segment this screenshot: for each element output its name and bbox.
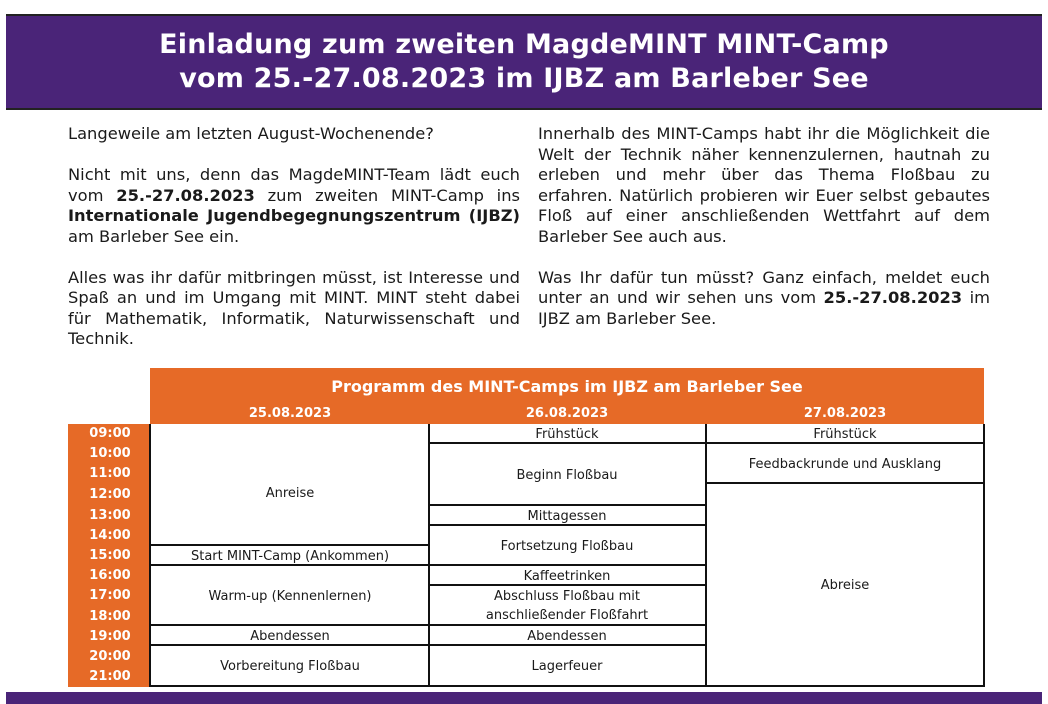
title-line-1: Einladung zum zweiten MagdeMINT MINT-Camp [159, 29, 889, 60]
time-label: 17:00 [89, 588, 131, 603]
time-label: 15:00 [89, 548, 131, 563]
day-header-1: 25.08.2023 [248, 406, 332, 421]
intro-invitation: Nicht mit uns, denn das MagdeMINT-Team lädt euch vom 25.-27.08.2023 zum zweiten MINT-Camp ins Internationale Jugendbegegnungszentrum (IJBZ) am Barleber See ein. [68, 165, 520, 246]
day2-coffee: Kaffeetrinken [523, 569, 611, 584]
day3-feedback: Feedbackrunde und Ausklang [748, 457, 942, 472]
day2-raft-continue: Fortsetzung Floßbau [500, 539, 634, 554]
day3-breakfast: Frühstück [813, 427, 877, 442]
intro-registration: Was Ihr dafür tun müsst? Ganz einfach, meldet euch unter an und wir sehen uns vom 25.-27.08.2023 im IJBZ am Barleber See. [538, 267, 990, 328]
day1-warmup: Warm-up (Kennenlernen) [208, 589, 372, 604]
time-label: 16:00 [89, 568, 131, 583]
time-label: 11:00 [89, 466, 131, 481]
time-label: 21:00 [89, 669, 131, 684]
day-header-2: 26.08.2023 [525, 406, 609, 421]
day1-raft-prep: Vorbereitung Floßbau [220, 659, 360, 674]
day-header-3: 27.08.2023 [803, 406, 887, 421]
intro-requirements: Alles was ihr dafür mitbringen müsst, ist Interesse und Spaß an und im Umgang mit MINT. MINT steht dabei für Mathematik, Informatik, Naturwissenschaft und Technik. [68, 267, 520, 348]
day2-dinner: Abendessen [527, 629, 607, 644]
day2-campfire: Lagerfeuer [531, 659, 603, 674]
time-label: 14:00 [89, 528, 131, 543]
time-label: 12:00 [89, 487, 131, 502]
day2-raft-finish-line2: anschließender Floßfahrt [485, 608, 649, 623]
day2-breakfast: Frühstück [535, 427, 599, 442]
day2-raft-start: Beginn Floßbau [516, 468, 618, 483]
schedule-title: Programm des MINT-Camps im IJBZ am Barleber See [331, 377, 803, 396]
day1-arrival: Anreise [265, 486, 315, 501]
day2-raft-finish-line1: Abschluss Floßbau mit [493, 589, 641, 604]
time-label: 19:00 [89, 629, 131, 644]
title-line-2: vom 25.-27.08.2023 im IJBZ am Barleber See [179, 63, 869, 94]
intro-description: Innerhalb des MINT-Camps habt ihr die Möglichkeit die Welt der Technik näher kennenzulernen, hautnah zu erleben und mehr über das Thema Floßbau zu erfahren. Natürlich probieren wir Euer selbst gebautes Floß auf einer anschließenden Wettfahrt auf dem Barleber See auch aus. [538, 124, 990, 246]
bottom-bar [6, 692, 1042, 704]
time-label: 10:00 [89, 446, 131, 461]
day1-dinner: Abendessen [250, 629, 330, 644]
time-label: 18:00 [89, 609, 131, 624]
time-label: 13:00 [89, 508, 131, 523]
day3-departure: Abreise [820, 578, 870, 593]
day1-start: Start MINT-Camp (Ankommen) [190, 549, 390, 564]
time-label: 09:00 [89, 426, 131, 441]
time-label: 20:00 [89, 649, 131, 664]
intro-question: Langeweile am letzten August-Wochenende? [68, 124, 434, 143]
day2-lunch: Mittagessen [527, 509, 607, 524]
